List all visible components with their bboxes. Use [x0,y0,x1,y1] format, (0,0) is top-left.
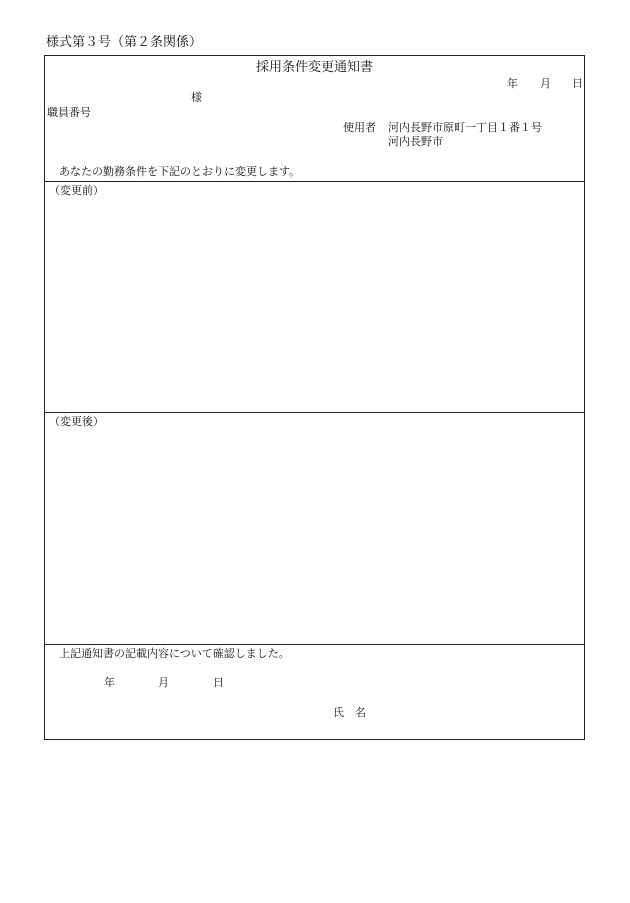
confirmation-message: 上記通知書の記載内容について確認しました。 [59,647,290,660]
before-change-label: （変更前） [49,184,104,197]
issue-date-month: 月 [540,77,551,90]
signer-name-label: 氏 名 [333,706,366,719]
employee-number-label: 職員番号 [47,106,91,119]
confirmation-date-month: 月 [158,676,169,689]
document-title: 採用条件変更通知書 [255,60,373,75]
employer-address: 河内長野市原町一丁目１番１号 [388,121,542,134]
notice-form-frame [44,55,585,740]
issue-date-year: 年 [507,77,518,90]
confirmation-date-day: 日 [213,676,224,689]
divider-header [45,181,584,182]
issue-date-day: 日 [572,77,583,90]
form-number: 様式第３号（第２条関係） [46,35,203,50]
change-notice-message: あなたの勤務条件を下記のとおりに変更します。 [59,165,301,178]
after-change-label: （変更後） [49,415,104,428]
employer-label: 使用者 [343,121,376,134]
confirmation-date-year: 年 [104,676,115,689]
recipient-suffix: 様 [191,91,202,104]
divider-before-after [45,412,584,413]
divider-confirmation [45,644,584,645]
employer-name: 河内長野市 [388,135,443,148]
